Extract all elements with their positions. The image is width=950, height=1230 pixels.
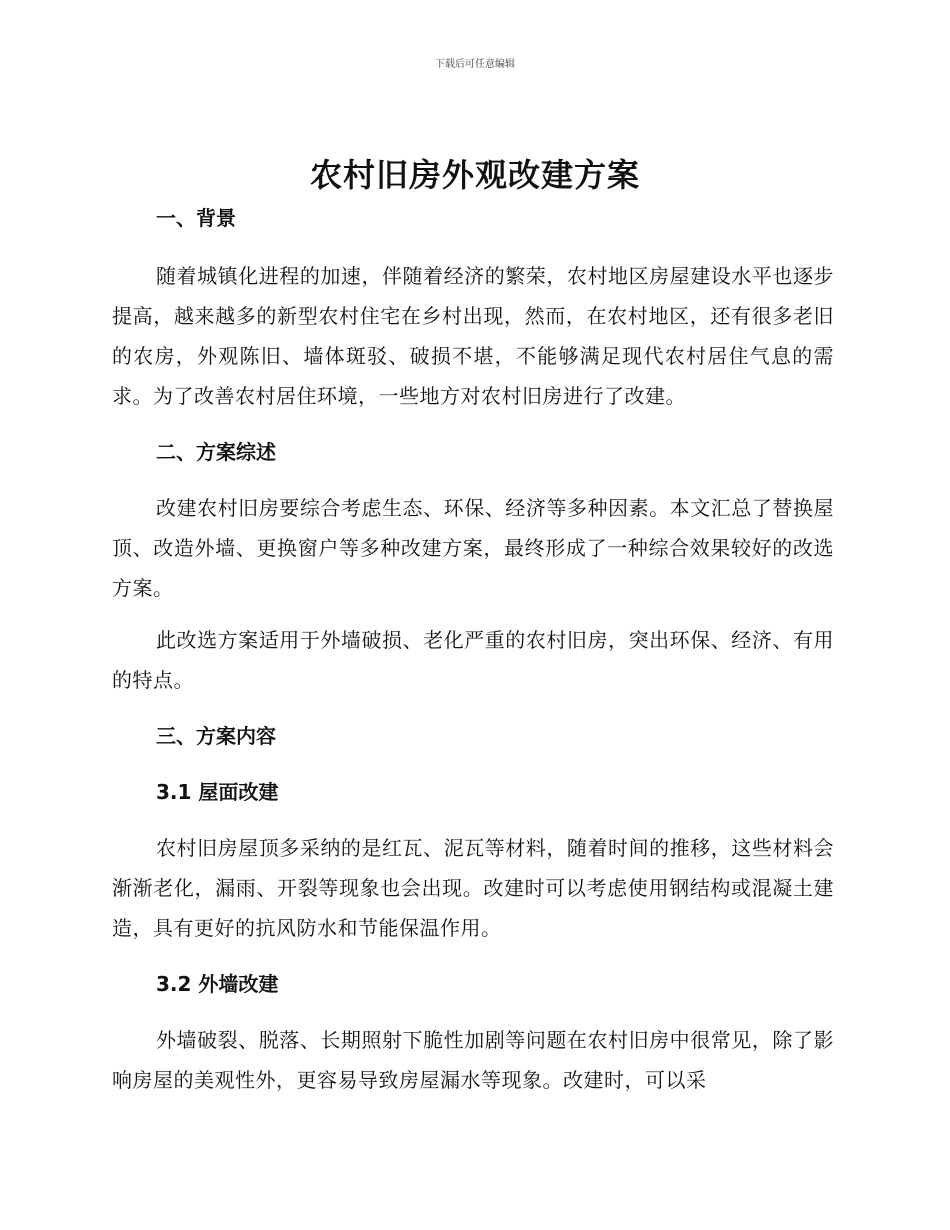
subsection-heading-roof: 3.1 屋面改建 xyxy=(156,780,279,804)
spacer xyxy=(112,1004,834,1020)
paragraph-overview-1: 改建农村旧房要综合考虑生态、环保、经济等多种因素。本文汇总了替换屋顶、改造外墙、更换窗户等多种改建方案，最终形成了一种综合效果较好的改选方案。 xyxy=(112,496,834,600)
paragraph-overview-2: 此改选方案适用于外墙破损、老化严重的农村旧房，突出环保、经济、有用的特点。 xyxy=(112,628,834,692)
paragraph-background: 随着城镇化进程的加速，伴随着经济的繁荣，农村地区房屋建设水平也逐步提高，越来越多的新型农村住宅在乡村出现，然而，在农村地区，还有很多老旧的农房，外观陈旧、墙体斑驳、破损不堪，不能够满足现代农村居住气息的需求。为了改善农村居住环境，一些地方对农村旧房进行了改建。 xyxy=(112,264,834,408)
spacer xyxy=(112,812,834,828)
spacer xyxy=(112,608,834,620)
spacer xyxy=(112,472,834,488)
spacer xyxy=(112,700,834,716)
document-title: 农村旧房外观改建方案 xyxy=(309,156,640,194)
paragraph-wall: 外墙破裂、脱落、长期照射下脆性加剧等问题在农村旧房中很常见，除了影响房屋的美观性外，更容易导致房屋漏水等现象。改建时，可以采 xyxy=(112,1028,834,1092)
subsection-heading-wall: 3.2 外墙改建 xyxy=(156,972,279,996)
section-heading-content: 三、方案内容 xyxy=(156,724,276,748)
spacer xyxy=(112,948,834,964)
spacer xyxy=(112,238,834,256)
paragraph-roof: 农村旧房屋顶多采纳的是红瓦、泥瓦等材料，随着时间的推移，这些材料会渐渐老化，漏雨、开裂等现象也会出现。改建时可以考虑使用钢结构或混凝土建造，具有更好的抗风防水和节能保温作用。 xyxy=(112,836,834,940)
section-heading-background: 一、背景 xyxy=(156,206,236,230)
header-note: 下载后可任意编辑 xyxy=(435,59,515,70)
spacer xyxy=(112,756,834,772)
section-heading-overview: 二、方案综述 xyxy=(156,440,276,464)
spacer xyxy=(112,416,834,432)
document-body xyxy=(112,198,834,1100)
